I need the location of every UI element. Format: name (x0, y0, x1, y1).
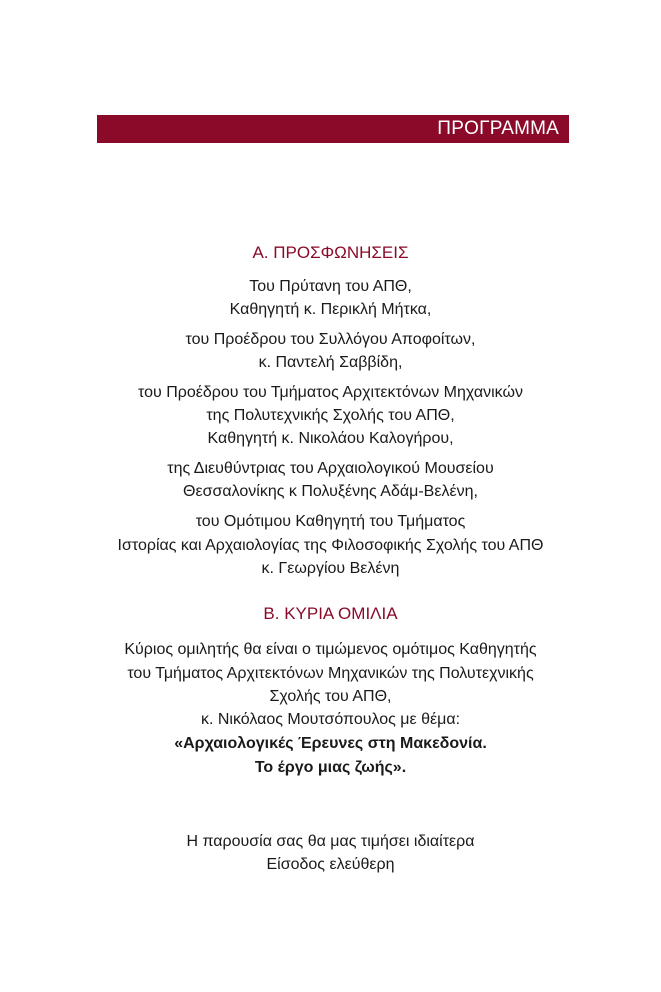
section-a-line: της Πολυτεχνικής Σχολής του ΑΠΘ, (206, 407, 455, 424)
section-a-line: του Προέδρου του Συλλόγου Αποφοίτων, (185, 331, 476, 348)
section-a-line: κ. Παντελή Σαββίδη, (258, 354, 403, 371)
section-a-line: της Διευθύντριας του Αρχαιολογικού Μουσείου (167, 460, 494, 477)
section-b-line: Κύριος ομιλητής θα είναι ο τιμώμενος ομότιμος Καθηγητής (124, 641, 537, 658)
section-a-line: κ. Γεωργίου Βελένη (261, 560, 400, 577)
section-a-heading: Α. ΠΡΟΣΦΩΝΗΣΕΙΣ (252, 243, 409, 262)
section-b-line: Σχολής του ΑΠΘ, (269, 688, 392, 705)
section-a-line: του Προέδρου του Τμήματος Αρχιτεκτόνων Μηχανικών (138, 384, 523, 401)
lecture-title-line: «Αρχαιολογικές Έρευνες στη Μακεδονία. (174, 735, 487, 752)
section-a-line: Καθηγητή κ. Νικολάου Καλογήρου, (207, 430, 454, 447)
page-title: ΠΡΟΓΡΑΜΜΑ (437, 118, 559, 139)
section-a-line: Θεσσαλονίκης κ Πολυξένης Αδάμ-Βελένη, (183, 483, 478, 500)
section-b-heading: Β. ΚΥΡΙΑ ΟΜΙΛΙΑ (263, 604, 398, 623)
section-a-line: Ιστορίας και Αρχαιολογίας της Φιλοσοφικής Σχολής του ΑΠΘ (117, 537, 544, 554)
footer-line: Είσοδος ελεύθερη (266, 856, 395, 873)
footer-line: Η παρουσία σας θα μας τιμήσει ιδιαίτερα (186, 833, 475, 850)
header-bar (97, 115, 569, 143)
section-a-line: του Ομότιμου Καθηγητή του Τμήματος (195, 513, 466, 530)
section-a-line: Καθηγητή κ. Περικλή Μήτκα, (229, 301, 432, 318)
lecture-title-line: Το έργο μιας ζωής». (254, 759, 407, 776)
section-b-line: κ. Νικόλαος Μουτσόπουλος με θέμα: (200, 711, 461, 728)
section-a-line: Του Πρύτανη του ΑΠΘ, (249, 278, 412, 295)
section-b-line: του Τμήματος Αρχιτεκτόνων Μηχανικών της Πολυτεχνικής (127, 665, 534, 682)
